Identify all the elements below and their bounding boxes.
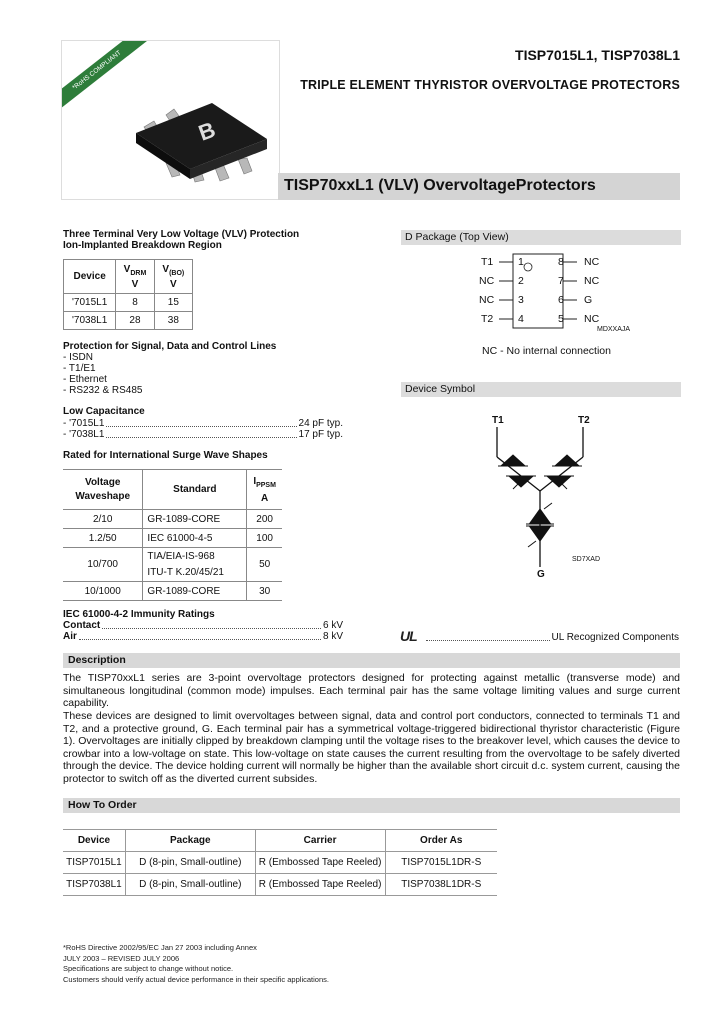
order-header-device: Device bbox=[63, 830, 125, 852]
pin-name-5: NC bbox=[584, 313, 600, 325]
pin-name-4: T2 bbox=[481, 313, 494, 325]
list-item: - RS232 & RS485 bbox=[63, 385, 143, 396]
vt-header-vdrm: $V_{DRM}$ V bbox=[116, 260, 154, 294]
pin-num-4: 4 bbox=[518, 313, 524, 325]
doc-subtitle: TRIPLE ELEMENT THYRISTOR OVERVOLTAGE PROTECTORS bbox=[300, 78, 680, 92]
symbol-title: Device Symbol bbox=[405, 383, 476, 395]
order-table bbox=[63, 829, 497, 896]
list-item: Contact 6 kV bbox=[63, 620, 343, 631]
description-title: Description bbox=[68, 654, 126, 666]
table-row: 10/700 TIA/EIA-IS-968 ITU-T K.20/45/21 50 bbox=[63, 548, 282, 582]
pin-name-8: NC bbox=[584, 256, 600, 268]
pin-num-3: 3 bbox=[518, 294, 524, 306]
pin-name-1: T1 bbox=[481, 256, 494, 268]
table-row: 1.2/50 IEC 61000-4-5 100 bbox=[63, 529, 282, 548]
footer-line-1: *RoHS Directive 2002/95/EC Jan 27 2003 including Annex bbox=[63, 943, 257, 952]
feature-intro-2: Ion-Implanted Breakdown Region bbox=[63, 240, 222, 251]
feature-intro-1: Three Terminal Very Low Voltage (VLV) Protection bbox=[63, 229, 300, 240]
ul-mark-icon: UL bbox=[400, 628, 417, 644]
vt-header-device: Device bbox=[64, 260, 116, 294]
pin-name-2: NC bbox=[479, 275, 495, 287]
list-item: - T1/E1 bbox=[63, 363, 96, 374]
table-row: 10/1000 GR-1089-CORE 30 bbox=[63, 582, 282, 601]
description-para-2: These devices are designed to limit overvoltages between signal, data and control port conductors, connected to terminals T1 and T2, and a protective ground, G. Each terminal pair has a symmetrical voltage-triggered bidirectional thyristor characteristic (Figure 1). Overvoltages are initially clipped by breakdown clamping until the voltage rises to the breakover level, which causes the device to crowbar into a low-voltage on state. This low-voltage on state causes the current resulting from the overvoltage to be safely diverted through the device. The device holding current will normally be higher than the available short circuit d.c. system current, causing the protector to switch off as the diverted current subsides. bbox=[63, 710, 680, 785]
table-row: '7038L1 28 38 bbox=[64, 312, 193, 330]
footer-line-3: Specifications are subject to change without notice. bbox=[63, 964, 234, 973]
list-item: - '7038L1 17 pF typ. bbox=[63, 429, 343, 440]
list-item: - Ethernet bbox=[63, 374, 107, 385]
package-title: D Package (Top View) bbox=[405, 231, 509, 243]
table-row: 2/10 GR-1089-CORE 200 bbox=[63, 510, 282, 529]
vt-header-vbo: $V_{(BO)}$ V bbox=[154, 260, 192, 294]
table-row: TISP7038L1 D (8-pin, Small-outline) R (Embossed Tape Reeled) TISP7038L1DR-S bbox=[63, 874, 497, 896]
immunity-title: IEC 61000-4-2 Immunity Ratings bbox=[63, 609, 215, 620]
pin-num-1: 1 bbox=[518, 256, 524, 268]
order-header-order-as: Order As bbox=[385, 830, 497, 852]
table-row: TISP7015L1 D (8-pin, Small-outline) R (Embossed Tape Reeled) TISP7015L1DR-S bbox=[63, 852, 497, 874]
pin-num-2: 2 bbox=[518, 275, 524, 287]
symbol-drawing-code: SD7XAD bbox=[572, 556, 601, 563]
st-header-ippsm: $I_{PPSM}$ A bbox=[247, 470, 282, 510]
footer-line-4: Customers should verify actual device performance in their specific applications. bbox=[63, 974, 329, 984]
surge-table bbox=[63, 469, 282, 601]
table-row: '7015L1 8 15 bbox=[64, 294, 193, 312]
pin-num-6: 6 bbox=[558, 294, 564, 306]
surge-title: Rated for International Surge Wave Shapes bbox=[63, 450, 268, 461]
nc-note: NC - No internal connection bbox=[482, 345, 611, 357]
order-title: How To Order bbox=[68, 799, 137, 811]
order-header-package: Package bbox=[125, 830, 255, 852]
ul-text: UL Recognized Components bbox=[551, 632, 679, 643]
ul-line bbox=[424, 632, 679, 644]
capacitance-title: Low Capacitance bbox=[63, 406, 145, 417]
product-photo bbox=[61, 40, 280, 200]
chip-logo: B bbox=[195, 116, 219, 146]
symbol-t1: T1 bbox=[492, 415, 504, 426]
pin-name-7: NC bbox=[584, 275, 600, 287]
pin-num-5: 5 bbox=[558, 313, 564, 325]
protection-title: Protection for Signal, Data and Control Lines bbox=[63, 341, 277, 352]
pin-name-3: NC bbox=[479, 294, 495, 306]
device-symbol-diagram bbox=[480, 425, 610, 570]
symbol-t2: T2 bbox=[578, 415, 590, 426]
list-item: - '7015L1 24 pF typ. bbox=[63, 418, 343, 429]
order-header-carrier: Carrier bbox=[255, 830, 385, 852]
pin-name-6: G bbox=[584, 294, 593, 306]
pin-num-7: 7 bbox=[558, 275, 564, 287]
voltage-table bbox=[63, 259, 193, 330]
symbol-g: G bbox=[537, 569, 545, 580]
description-bar bbox=[63, 653, 680, 668]
order-bar bbox=[63, 798, 680, 813]
banner-title: TISP70xxL1 (VLV) OvervoltageProtectors bbox=[284, 177, 596, 194]
footer-line-2: JULY 2003 – REVISED JULY 2006 bbox=[63, 953, 180, 963]
pin-num-8: 8 bbox=[558, 256, 564, 268]
footer bbox=[63, 943, 329, 985]
st-header-voltage: Voltage Waveshape bbox=[63, 470, 143, 510]
list-item: Air 8 kV bbox=[63, 631, 343, 642]
part-numbers: TISP7015L1, TISP7038L1 bbox=[515, 47, 680, 63]
list-item: - ISDN bbox=[63, 352, 93, 363]
rohs-ribbon: *RoHS COMPLIANT bbox=[61, 40, 153, 116]
description-para-1: The TISP70xxL1 series are 3-point overvoltage protectors designed for protecting against metallic (transverse mode) and simultaneous longitudinal (common mode) impulses. Each terminal pair has the same voltage limiting values and surge current capability. bbox=[63, 672, 680, 709]
st-header-standard: Standard bbox=[143, 470, 247, 510]
package-drawing-code: MDXXAJA bbox=[597, 326, 631, 333]
